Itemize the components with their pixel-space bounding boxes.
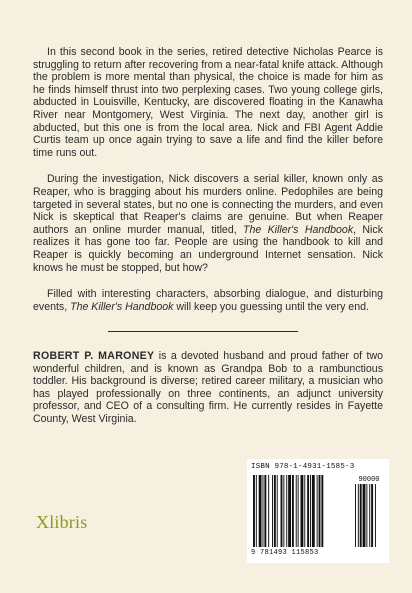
barcode-bar [286,475,287,547]
barcode-addon-bar [360,484,362,547]
barcode-bar [253,475,255,547]
blurb-paragraph-2-text-a: During the investigation, Nick discovers a serial killer, known only as Reaper, who is bragging about his murders online. Pedophiles are being targeted in several states, but no one is connecting the murders, and even Nick is skeptical that Reaper's claims are genuine. But when Reaper authors an online murder manual, titled, [33,173,383,236]
barcode-bar [296,475,297,547]
book-blurb [33,46,383,327]
barcode-addon-bar [358,484,359,547]
barcode-digits: 9 781493 115853 [251,549,319,557]
blurb-paragraph-1-text: In this second book in the series, retired detective Nicholas Pearce is struggling to return after recovering from a near-fatal knife attack. Although the problem is more mental than physical, the choice is made for him as he finds himself thrust into two perplexing cases. Two young college girls, abducted in Louisville, Kentucky, are discovered floating in the Kanawha River near Montgomery, West Virginia. The next day, another girl is abducted, but this one is from the local area. Nick and FBI Agent Addie Curtis team up once again trying to save a life and find the killer before time runs out. [33,46,383,159]
barcode-bar [321,475,323,547]
blurb-paragraph-3-text-b: will keep you guessing until the very end. [173,300,369,313]
barcode-bar [317,475,318,547]
barcode-bar [263,475,264,547]
publisher-logo: Xlibris [36,512,88,532]
blurb-paragraph-2-text-b: , Nick realizes it has gone too far. People are using the handbook to kill and Reaper is quickly becoming an underground Internet sensation. Nick knows he must be stopped, but how? [33,223,384,274]
blurb-book-title: The Killer's Handbook [70,300,174,313]
barcode-bar [268,475,269,547]
barcode-bar [272,475,273,547]
author-name: ROBERT P. MARONEY [33,350,155,362]
blurb-paragraph-3 [33,288,383,313]
author-bio-text: is a devoted husband and proud father of two wonderful children, and is known as Grandpa Bob to a rambunctious toddler. His background is diverse; retired career military, a musician who has played professionally on three continents, an adjunct university professor, and CEO of a consulting firm. He currently resides in Fayette County, West Virginia. [33,350,383,425]
barcode-addon-bar [355,484,356,547]
barcode-bar [298,475,299,547]
barcode-bar [292,475,294,547]
barcode-bar [259,475,262,547]
barcode-bar [281,475,283,547]
barcode-addon-bar [371,484,373,547]
author-bio [33,350,383,426]
barcode-bar [301,475,304,547]
barcode-bar [283,475,284,547]
isbn-number: ISBN 978-1-4931-1585-3 [251,463,355,471]
barcode-addon-bar [369,484,370,547]
blurb-paragraph-2 [33,173,383,274]
barcode-bar [288,475,291,547]
barcode-addon-bar [363,484,366,547]
barcode-icon [251,475,385,549]
section-divider [108,331,298,332]
barcode-bar [312,475,315,547]
barcode-bar [274,475,276,547]
barcode-bar [310,475,311,547]
barcode-addon-bar [375,484,376,547]
barcode-bar [304,475,305,547]
barcode-addon-bar [366,484,367,547]
price-code: 90000 [358,476,380,484]
barcode-bar [256,475,257,547]
blurb-paragraph-1 [33,46,383,159]
barcode-bar [319,475,321,547]
isbn-barcode [247,459,389,563]
blurb-paragraph-3-text-a: Filled with interesting characters, absorbing dialogue, and disturbing events, [33,288,383,313]
barcode-bar [307,475,309,547]
barcode-bar [264,475,266,547]
barcode-bar [277,475,278,547]
blurb-book-title: The Killer's Handbook [243,223,354,236]
